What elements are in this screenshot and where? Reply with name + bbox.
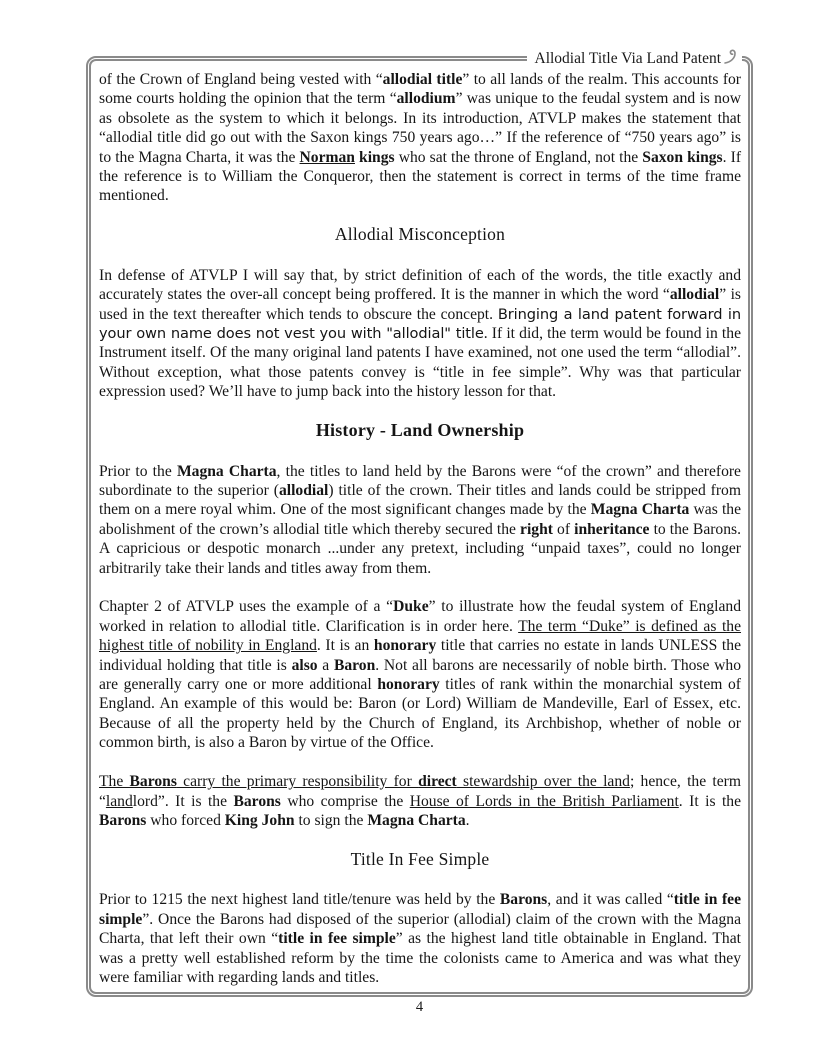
text-run: also xyxy=(291,656,318,674)
paragraph xyxy=(99,266,741,402)
text-run: honorary xyxy=(373,637,437,655)
content-frame xyxy=(86,50,753,997)
text-run: , and it was called “ xyxy=(547,891,674,909)
document-body xyxy=(91,61,748,992)
text-run: Barons xyxy=(499,891,548,909)
text-run: . xyxy=(465,812,470,829)
section-heading: Title In Fee Simple xyxy=(350,848,490,869)
text-run: title that carries no estate in lands UNLESS the individual holding that title is xyxy=(99,637,741,674)
text-run: Saxon kings xyxy=(642,148,723,166)
text-run: ” to illustrate how the feudal system of England worked in relation to allodial title. Clarification is in order here. xyxy=(99,598,741,635)
paragraph xyxy=(99,890,741,987)
text-run: who forced xyxy=(146,812,225,829)
text-run: a xyxy=(317,656,334,674)
text-run: Prior to 1215 the next highest land title/tenure was held by the xyxy=(99,891,500,909)
text-run: kings xyxy=(354,148,395,166)
text-run: ” as the highest land title obtainable in England. That was a pretty well established reform by the time the colonists came to America and was what they were familiar with regarding lands and titles. xyxy=(99,930,741,986)
text-run: honorary xyxy=(377,676,440,694)
text-run: was the abolishment of the crown’s allodial title which thereby secured the xyxy=(99,501,741,538)
header-title: Allodial Title Via Land Patent xyxy=(534,50,721,67)
text-run: Prior to the xyxy=(99,462,177,480)
text-run: Norman xyxy=(299,148,355,166)
text-run: In defense of ATVLP I will say that, by strict definition of each of the words, the title exactly and accurately states the over-all concept being proffered. It is the manner in which the word “ xyxy=(99,266,741,304)
text-run: Duke xyxy=(393,598,429,616)
text-run: Magna Charta xyxy=(590,501,690,519)
text-run: Bringing a land patent forward in your own name does not vest you with "allodial" title xyxy=(99,305,741,342)
page-footer xyxy=(86,999,753,1016)
text-run: to the Barons. A capricious or despotic monarch ...under any pretext, including “unpaid taxes”, could no longer arbitrarily take their lands and titles away from them. xyxy=(99,520,741,577)
paragraph xyxy=(99,70,741,206)
text-run: lord”. It is the xyxy=(132,792,234,810)
page-number: 4 xyxy=(415,999,424,1015)
text-run: allodial xyxy=(278,481,329,499)
text-run: of the Crown of England being vested with “ xyxy=(99,71,383,88)
text-run: Magna Charta xyxy=(176,462,277,480)
text-run: , the titles to land held by the Barons were “of the crown” and therefore subordinate to the superior ( xyxy=(99,462,741,499)
text-run: to sign the xyxy=(294,812,368,829)
text-run: The xyxy=(99,773,130,791)
text-run: Chapter 2 of ATVLP uses the example of a “ xyxy=(99,598,394,616)
text-run: The term “Duke” is defined as the highest title of nobility in England xyxy=(99,617,742,655)
text-run: who comprise the xyxy=(280,792,410,810)
text-run: Magna Charta xyxy=(367,812,466,829)
text-run: of xyxy=(552,520,575,538)
section-heading: Allodial Misconception xyxy=(334,224,506,245)
text-run: House of Lords in the British Parliament xyxy=(409,792,679,810)
text-run: ” to all lands of the realm. This accounts for some courts holding the opinion that the term “ xyxy=(99,71,741,108)
text-run: . If it did, the term would be found in the Instrument itself. Of the many original land patents I have examined, not one used the term “allodial”. Without exception, what those patents convey is “title in fee simple”. Why was that particular expression used? We’ll have to jump back into the history lesson for that. xyxy=(99,324,741,401)
text-run: Barons xyxy=(99,812,147,829)
text-run: allodial xyxy=(669,286,720,304)
text-run: stewardship over the land xyxy=(456,773,630,791)
text-run: King John xyxy=(224,812,295,829)
text-run: right xyxy=(520,520,553,538)
text-run: Barons xyxy=(129,773,177,791)
text-run: ) title of the crown. Their titles and lands could be stripped from them on a mere royal whim. One of the most significant changes made by the xyxy=(99,481,741,519)
text-run: . It is an xyxy=(316,637,374,655)
text-run: who sat the throne of England, not the xyxy=(394,148,643,166)
section-heading: History - Land Ownership xyxy=(315,420,525,441)
text-run: ”. Once the Barons had disposed of the superior (allodial) claim of the crown with the Magna Charta, that left their own “ xyxy=(99,910,741,948)
paragraph xyxy=(99,597,741,752)
text-run: Baron xyxy=(333,656,376,674)
text-run: allodium xyxy=(396,90,456,108)
text-run: title in fee simple xyxy=(99,891,742,928)
paragraph xyxy=(99,772,741,830)
text-run: carry the primary responsibility for xyxy=(176,773,419,791)
text-run: ” was unique to the feudal system and is now as obsolete as the system to which it belongs. In its introduction, ATVLP makes the statement that “allodial title did go out with the Saxon kings 750 years ago…” If the reference of “750 years ago” is to the Magna Charta, it was the xyxy=(99,90,741,166)
text-run: . It is the xyxy=(678,792,742,810)
text-run: . If the reference is to William the Conqueror, then the statement is correct in terms of the time frame mentioned. xyxy=(99,148,742,205)
text-run: title in fee simple xyxy=(278,930,396,948)
text-run: . Not all barons are necessarily of noble birth. Those who are generally carry one or more additional xyxy=(99,656,741,694)
text-run: allodial title xyxy=(382,71,463,88)
text-run: direct xyxy=(418,773,457,791)
text-run: Barons xyxy=(233,792,281,810)
text-run: titles of rank within the monarchial system of England. An example of this would be: Baron (or Lord) William de Mandeville, Earl of Essex, etc. Because of all the property held by the Church of England, its Archbishop, whether of noble or common birth, is also a Baron by virtue of the Office. xyxy=(99,676,741,752)
text-run: inheritance xyxy=(574,520,650,538)
text-run: ; hence, the term “ xyxy=(99,773,741,810)
text-run: ” is used in the text thereafter which tends to obscure the concept. xyxy=(99,286,741,323)
text-run: land xyxy=(105,792,133,810)
paragraph xyxy=(99,462,741,578)
